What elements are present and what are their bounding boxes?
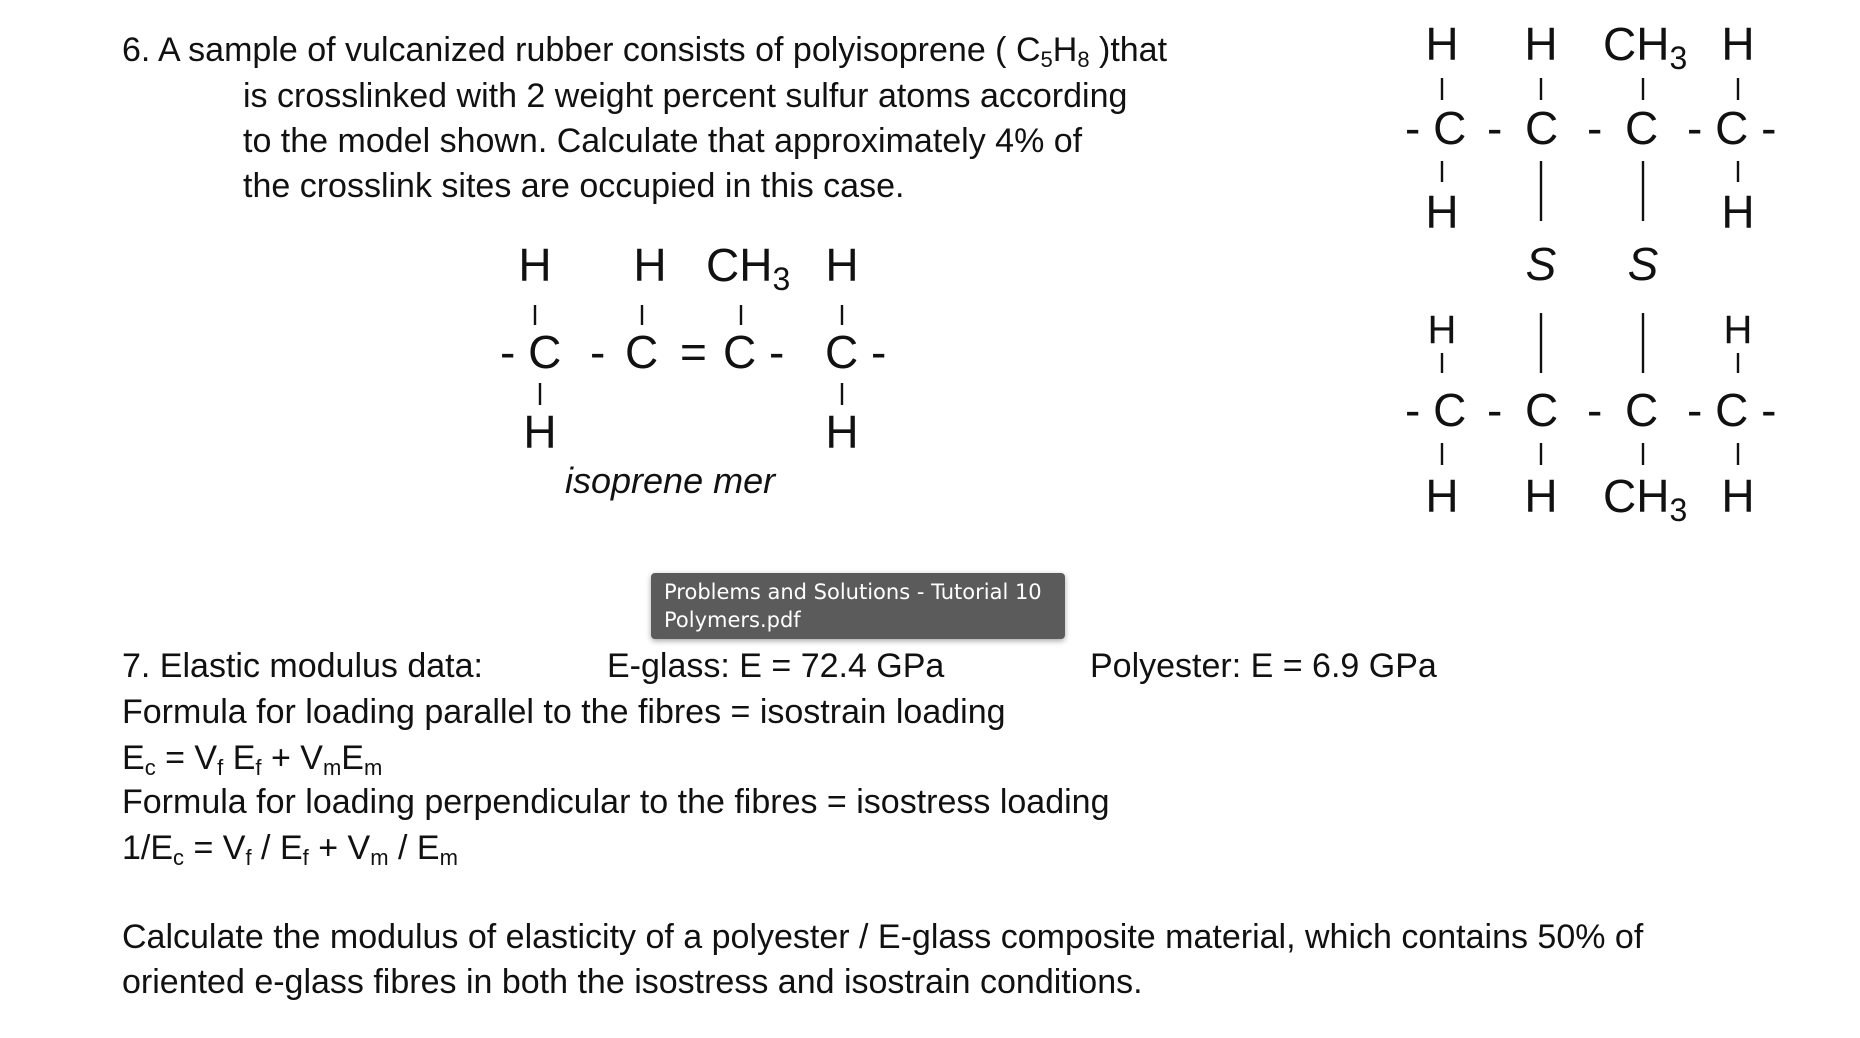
tooltip-line1: Problems and Solutions - Tutorial 10 bbox=[664, 580, 1042, 604]
crosslink-sulfur2: S bbox=[1627, 238, 1659, 290]
problem7-formula-isostrain: $E_c = V_f$ $E_f + V_mE_m$ bbox=[122, 739, 383, 780]
problem7-polyester: Polyester: E = 6.9 GPa bbox=[1090, 647, 1437, 685]
crosslink-bottom-c1: - C bbox=[1405, 384, 1467, 436]
crosslink-bottom-c2: C bbox=[1525, 384, 1559, 436]
crosslink-top-h4: H bbox=[1721, 18, 1755, 70]
crosslink-diagram bbox=[1395, 8, 1815, 528]
isoprene-chain-c1: - C bbox=[500, 326, 562, 378]
problem7-perpendicular: Formula for loading perpendicular to the fibres = isostress loading bbox=[122, 783, 1110, 821]
problem7-heading: 7. Elastic modulus data: bbox=[122, 647, 483, 685]
crosslink-bottom-dash2: - bbox=[1587, 384, 1603, 436]
problem6-line1: 6. A sample of vulcanized rubber consists of polyisoprene ( $C_5H_8$ )that bbox=[122, 31, 1168, 72]
isoprene-h-bottom1: H bbox=[523, 406, 557, 458]
crosslink-top-h1: H bbox=[1425, 18, 1459, 70]
tooltip-line2: Polymers.pdf bbox=[664, 608, 801, 632]
isoprene-mer-diagram bbox=[480, 235, 920, 515]
crosslink-top-dash1: - bbox=[1487, 102, 1503, 154]
crosslink-bottom-dash1: - bbox=[1487, 384, 1503, 436]
problem7-eglass: E-glass: E = 72.4 GPa bbox=[607, 647, 945, 685]
problem7-formula-isostress: $1/E_c = V_f / E_f + V_m / E_m$ bbox=[122, 829, 458, 870]
crosslink-top-dash2: - bbox=[1587, 102, 1603, 154]
isoprene-h3: H bbox=[825, 239, 859, 291]
crosslink-mid-h2: H bbox=[1721, 186, 1755, 238]
crosslink-top-c2: C bbox=[1525, 102, 1559, 154]
crosslink-bottom-h1: H bbox=[1425, 470, 1459, 522]
isoprene-chain-c3: C - bbox=[723, 326, 785, 378]
isoprene-h-bottom2: H bbox=[825, 406, 859, 458]
crosslink-low-h1: H bbox=[1427, 308, 1457, 352]
isoprene-chain-c2: C bbox=[625, 326, 659, 378]
problem7-question-line1: Calculate the modulus of elasticity of a polyester / E-glass composite material, which contains 50% of bbox=[122, 918, 1644, 956]
crosslink-bottom-ch3: CH3 bbox=[1603, 470, 1688, 528]
crosslink-low-h2: H bbox=[1723, 308, 1753, 352]
isoprene-h1: H bbox=[518, 239, 552, 291]
problem7-question-line2: oriented e-glass fibres in both the isostress and isostrain conditions. bbox=[122, 963, 1143, 1001]
isoprene-caption: isoprene mer bbox=[565, 460, 776, 501]
crosslink-top-c4: - C - bbox=[1687, 102, 1777, 154]
file-tooltip bbox=[651, 573, 1065, 639]
problem6-line4: the crosslink sites are occupied in this case. bbox=[243, 167, 905, 205]
isoprene-ch3: CH3 bbox=[706, 239, 791, 297]
crosslink-mid-h1: H bbox=[1425, 186, 1459, 238]
isoprene-chain-c4: C - bbox=[825, 326, 887, 378]
isoprene-chain-dash: - bbox=[590, 326, 606, 378]
crosslink-top-c3: C bbox=[1625, 102, 1659, 154]
isoprene-chain-double: = bbox=[680, 326, 707, 378]
problem7-parallel: Formula for loading parallel to the fibres = isostrain loading bbox=[122, 693, 1006, 731]
crosslink-bottom-h2: H bbox=[1524, 470, 1558, 522]
crosslink-top-ch3: CH3 bbox=[1603, 18, 1688, 76]
problem6-line2: is crosslinked with 2 weight percent sulfur atoms according bbox=[243, 77, 1128, 115]
crosslink-bottom-c4: - C - bbox=[1687, 384, 1777, 436]
isoprene-h2: H bbox=[633, 239, 667, 291]
crosslink-sulfur1: S bbox=[1525, 238, 1557, 290]
crosslink-top-h2: H bbox=[1524, 18, 1558, 70]
crosslink-top-c1: - C bbox=[1405, 102, 1467, 154]
problem6-number: 6. bbox=[122, 31, 151, 69]
crosslink-bottom-h4: H bbox=[1721, 470, 1755, 522]
crosslink-bottom-c3: C bbox=[1625, 384, 1659, 436]
problem6-line3: to the model shown. Calculate that approximately 4% of bbox=[243, 122, 1083, 160]
